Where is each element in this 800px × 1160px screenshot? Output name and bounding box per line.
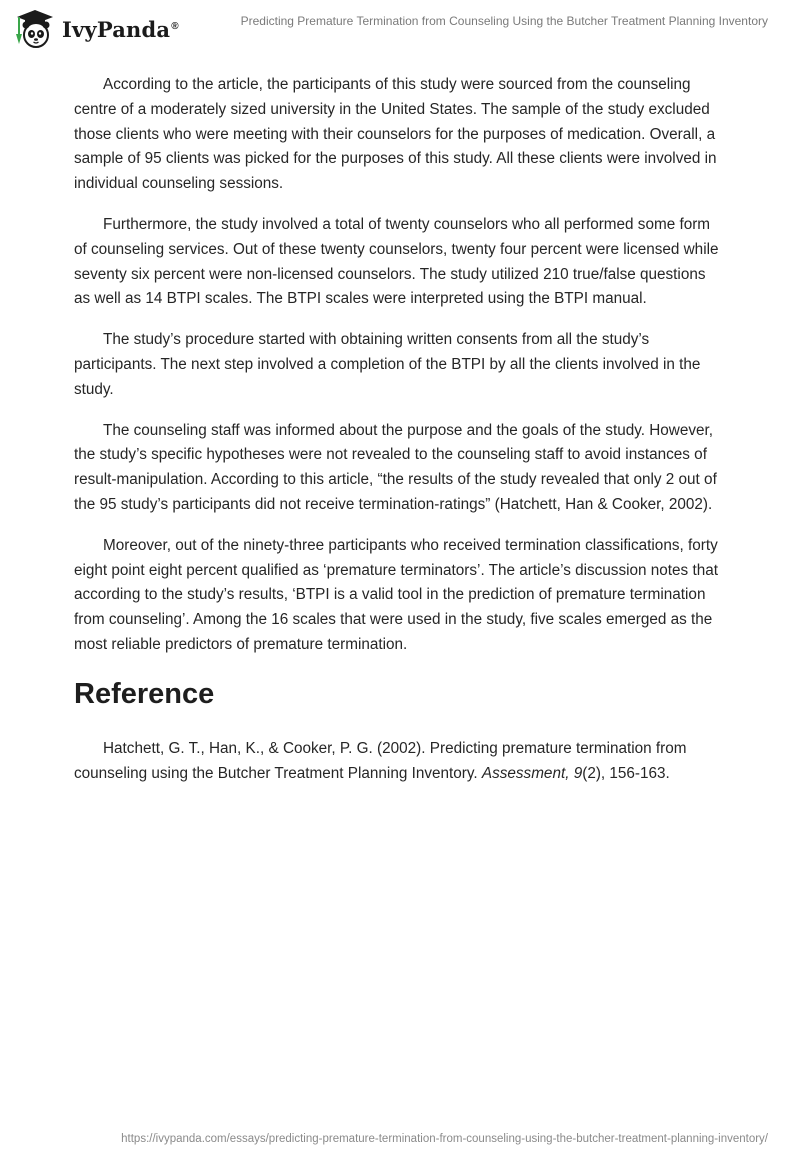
paragraph-5: Moreover, out of the ninety-three participants who received termination classifications, forty eight point eight percent qualified as ‘premature terminators’. The article’s discussion notes that according to the study’s results, ‘BTPI is a valid tool in the prediction of premature termination from counseling’. Among the 16 scales that were used in the study, five scales emerged as the most reliable predictors of premature termination. [74,536,718,653]
essay-body [74,73,724,786]
paragraph-3: The study’s procedure started with obtaining written consents from all the study’s participants. The next step involved a completion of the BTPI by all the clients involved in the study. [74,331,701,398]
reference-main: Hatchett, G. T., Han, K., & Cooker, P. G. (2002). Predicting premature termination from counseling using the Butcher Treatment Planning Inventory. [74,739,687,782]
reference-issue: (2), 156-163. [582,764,670,782]
reference-heading: Reference [74,677,215,710]
source-url[interactable]: https://ivypanda.com/essays/predicting-premature-termination-from-counseling-using-the-butcher-treatment-planning-inventory/ [121,1133,768,1145]
paragraph-2: Furthermore, the study involved a total of twenty counselors who all performed some form of counseling services. Out of these twenty counselors, twenty four percent were licensed while seventy six percent were non-licensed counselors. The study utilized 210 true/false questions as well as 14 BTPI scales. The BTPI scales were interpreted using the BTPI manual. [74,215,719,308]
logo[interactable] [14,8,179,50]
brand-name: IvyPanda® [62,16,179,42]
paragraph-4: The counseling staff was informed about the purpose and the goals of the study. However, the study’s specific hypotheses were not revealed to the counseling staff to avoid instances of result-manipulation. According to this article, “the results of the study revealed that only 2 out of the 95 study’s participants did not receive termination-ratings” (Hatchett, Han & Cooker, 2002). [74,421,717,513]
page-header [0,0,800,60]
registered-mark: ® [171,20,179,32]
reference-journal: Assessment, 9 [481,764,583,782]
reference-entry [74,737,724,787]
paragraph-1: According to the article, the participants of this study were sourced from the counseling centre of a moderately sized university in the United States. The sample of the study excluded those clients who were meeting with their counselors for the purposes of medication. Overall, a sample of 95 clients was picked for the purposes of this study. All these clients were involved in individual counseling sessions. [74,76,717,193]
panda-graduate-icon [14,8,56,50]
document-title: Predicting Premature Termination from Counseling Using the Butcher Treatment Planning Inventory [240,14,768,28]
